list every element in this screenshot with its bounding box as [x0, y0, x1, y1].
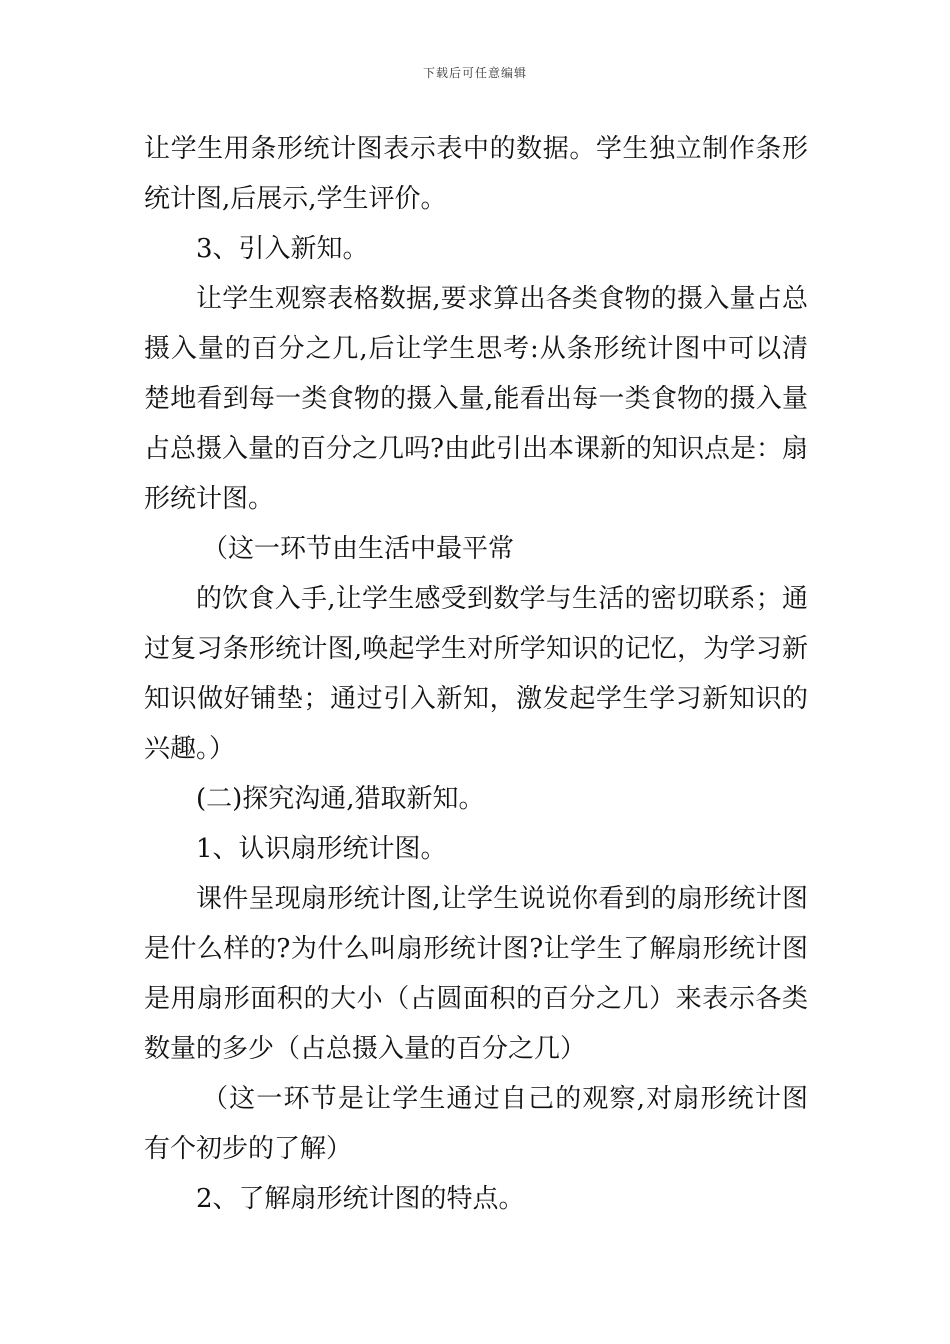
page-header-note: 下载后可任意编辑 — [422, 66, 527, 80]
paragraph-observation-note: （这一环节是让学生通过自己的观察,对扇形统计图有个初步的了解） — [144, 1084, 808, 1164]
paragraph-pie-chart-intro: 课件呈现扇形统计图,让学生说说你看到的扇形统计图是什么样的?为什么叫扇形统计图?让学生了解扇形统计图是用扇形面积的大小（占圆面积的百分之几）来表示各类数量的多少（占总摄入量的百分之几） — [144, 884, 808, 1064]
paragraph-note-continued: 的饮食入手,让学生感受到数学与生活的密切联系；通过复习条形统计图,唤起学生对所学知识的记忆，为学习新知识做好铺垫；通过引入新知，激发起学生学习新知识的兴趣。） — [144, 584, 808, 764]
paragraph-note-start: （这一环节由生活中最平常 — [202, 534, 515, 564]
paragraph-section-2-heading: (二)探究沟通,猎取新知。 — [196, 784, 485, 814]
paragraph-introduce-new-knowledge: 让学生观察表格数据,要求算出各类食物的摄入量占总摄入量的百分之几,后让学生思考:从条形统计图中可以清楚地看到每一类食物的摄入量,能看出每一类食物的摄入量占总摄入量的百分之几吗?由此引出本课新的知识点是：扇形统计图。 — [144, 284, 808, 514]
paragraph-step-3-heading: 3、引入新知。 — [196, 234, 369, 264]
paragraph-step-1-heading: 1、认识扇形统计图。 — [196, 834, 447, 864]
paragraph-step-2-heading: 2、了解扇形统计图的特点。 — [196, 1184, 525, 1214]
document-body — [144, 124, 808, 1224]
paragraph-bar-chart-task: 让学生用条形统计图表示表中的数据。学生独立制作条形统计图,后展示,学生评价。 — [144, 134, 808, 214]
